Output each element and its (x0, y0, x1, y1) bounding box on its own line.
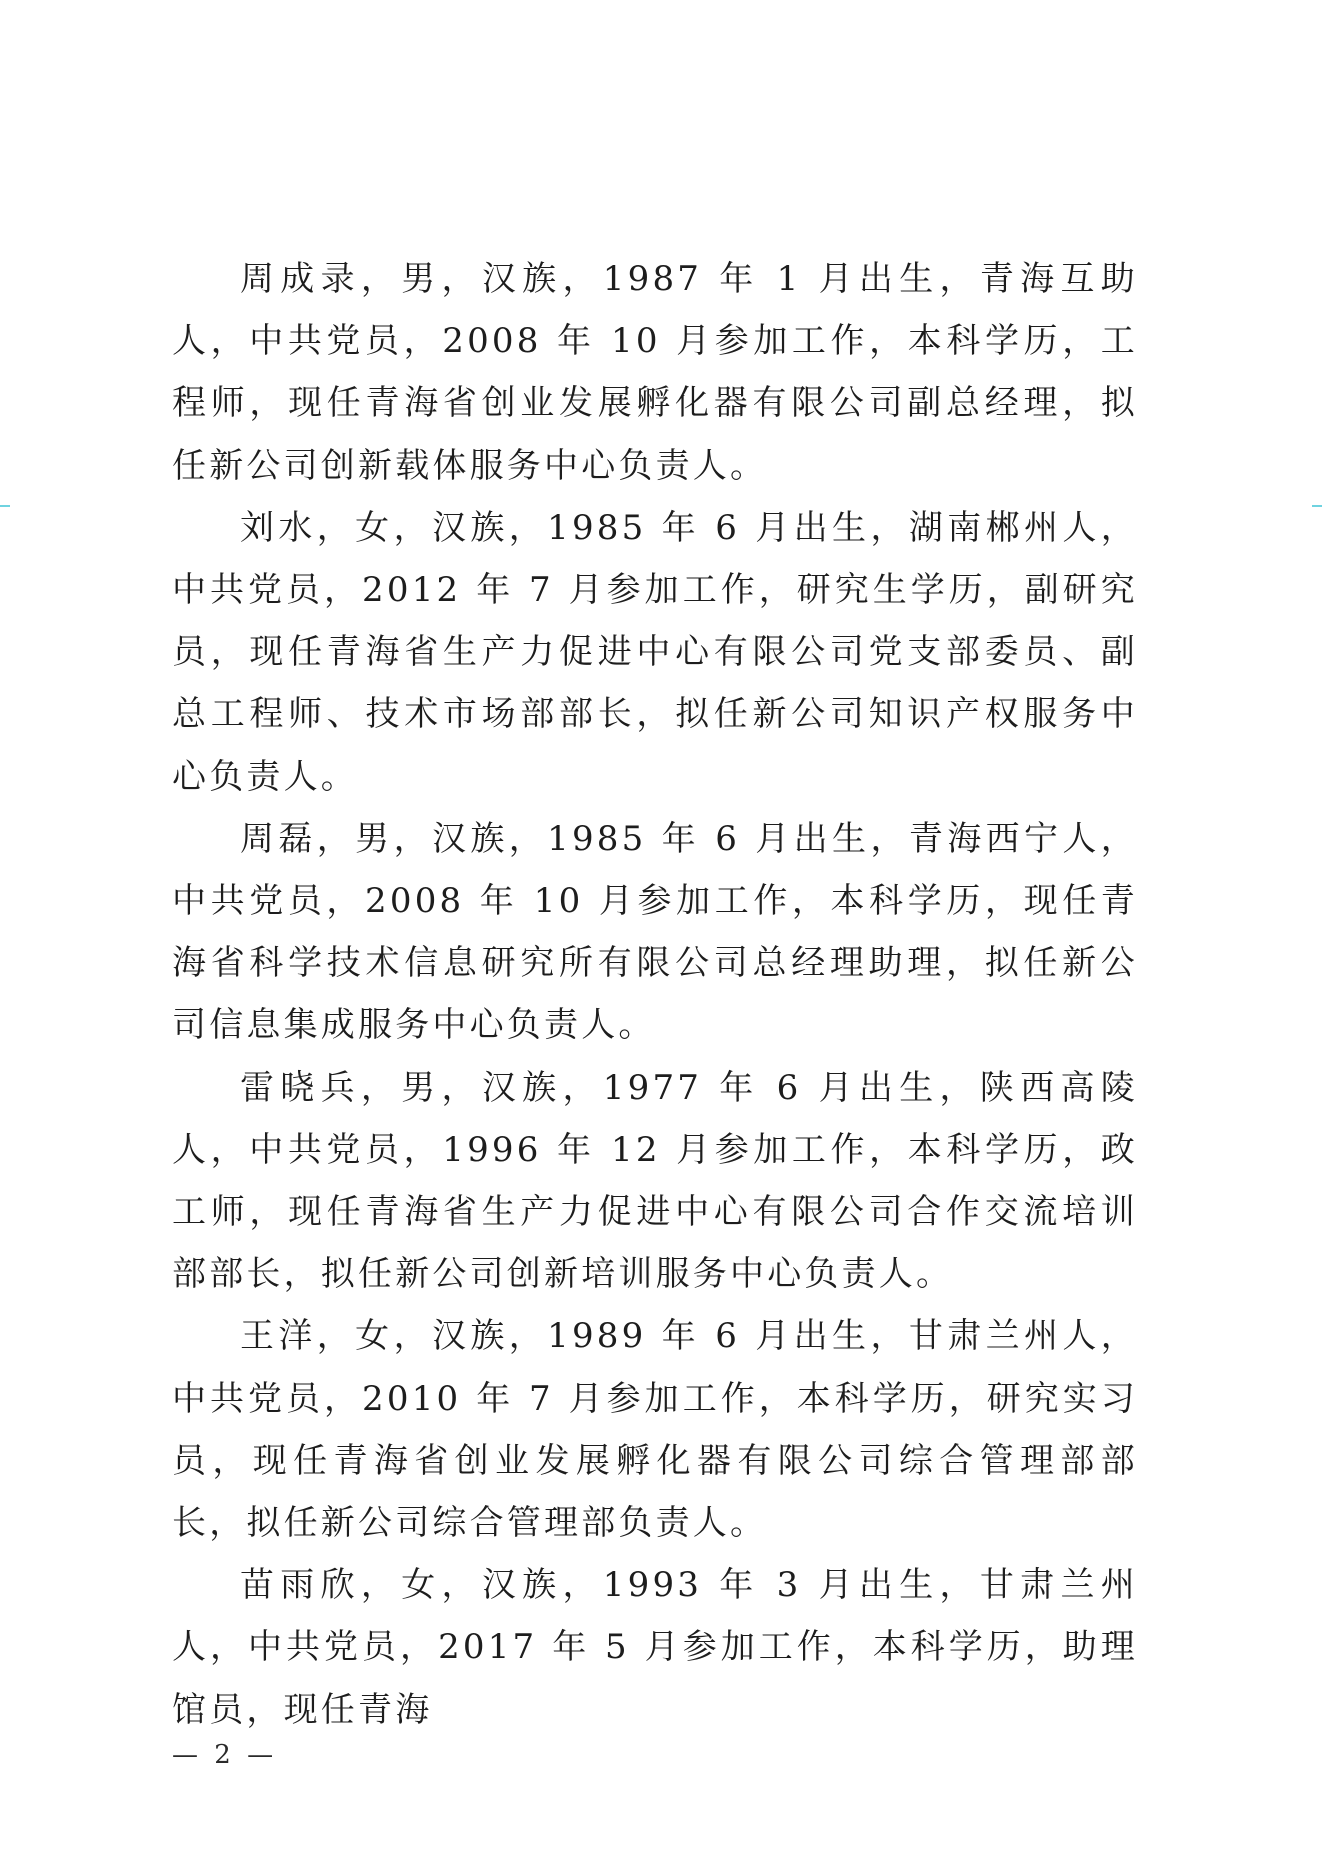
paragraph-zhou-lei: 周磊，男，汉族，1985 年 6 月出生，青海西宁人，中共党员，2008 年 10 月参加工作，本科学历，现任青海省科学技术信息研究所有限公司总经理助理，拟任新公司信息集成服务中心负责人。 (172, 818, 1138, 1046)
paragraph-lei-xiaobing: 雷晓兵，男，汉族，1977 年 6 月出生，陕西高陵人，中共党员，1996 年 12 月参加工作，本科学历，政工师，现任青海省生产力促进中心有限公司合作交流培训部部长，拟任新公司创新培训服务中心负责人。 (172, 1067, 1138, 1295)
document-body (172, 248, 1138, 1741)
paragraph-wang-yang: 王洋，女，汉族，1989 年 6 月出生，甘肃兰州人，中共党员，2010 年 7 月参加工作，本科学历，研究实习员，现任青海省创业发展孵化器有限公司综合管理部部长，拟任新公司综合管理部负责人。 (172, 1316, 1138, 1544)
page-number: — 2 — (172, 1740, 278, 1770)
scan-edge-mark-left (0, 505, 10, 507)
scan-edge-mark-right (1312, 505, 1322, 507)
paragraph-liu-shui: 刘水，女，汉族，1985 年 6 月出生，湖南郴州人，中共党员，2012 年 7 月参加工作，研究生学历，副研究员，现任青海省生产力促进中心有限公司党支部委员、副总工程师、技术市场部部长，拟任新公司知识产权服务中心负责人。 (172, 507, 1138, 797)
paragraph-zhou-chenglu: 周成录，男，汉族，1987 年 1 月出生，青海互助人，中共党员，2008 年 10 月参加工作，本科学历，工程师，现任青海省创业发展孵化器有限公司副总经理，拟任新公司创新载体服务中心负责人。 (172, 259, 1138, 486)
paragraph-miao-yuxin: 苗雨欣，女，汉族，1993 年 3 月出生，甘肃兰州人，中共党员，2017 年 5 月参加工作，本科学历，助理馆员，现任青海 (172, 1565, 1138, 1730)
